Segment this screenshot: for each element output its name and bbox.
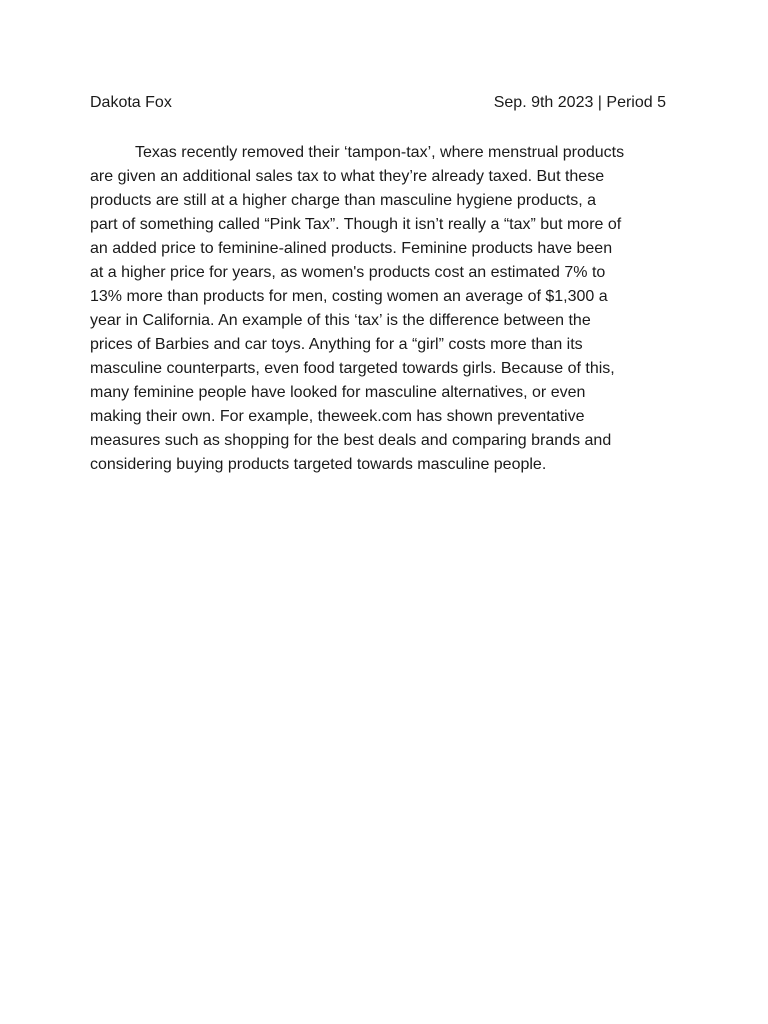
author-name: Dakota Fox [90,94,172,111]
paragraph-line: measures such as shopping for the best deals and comparing brands and [90,432,612,449]
paragraph-line: many feminine people have looked for masculine alternatives, or even [90,384,586,401]
paragraph-line: prices of Barbies and car toys. Anything for a “girl” costs more than its [90,336,583,353]
body-paragraph [90,141,678,477]
paragraph-line: an added price to feminine-alined products. Feminine products have been [90,240,613,257]
paragraph-line: at a higher price for years, as women's products cost an estimated 7% to [90,264,606,281]
paragraph-line: products are still at a higher charge than masculine hygiene products, a [90,192,597,209]
date-period: Sep. 9th 2023 | Period 5 [493,94,666,111]
paragraph-line: masculine counterparts, even food targeted towards girls. Because of this, [90,360,615,377]
paragraph-line: considering buying products targeted towards masculine people. [90,456,547,473]
paragraph-line: year in California. An example of this ‘tax’ is the difference between the [90,312,591,329]
paragraph-line: are given an additional sales tax to what they’re already taxed. But these [90,168,605,185]
document-header [90,93,666,113]
paragraph-line: part of something called “Pink Tax”. Though it isn’t really a “tax” but more of [90,216,622,233]
paragraph-line: making their own. For example, theweek.com has shown preventative [90,408,585,425]
paragraph-line: 13% more than products for men, costing women an average of $1,300 a [90,288,608,305]
paragraph-line: Texas recently removed their ‘tampon-tax’, where menstrual products [135,144,625,161]
